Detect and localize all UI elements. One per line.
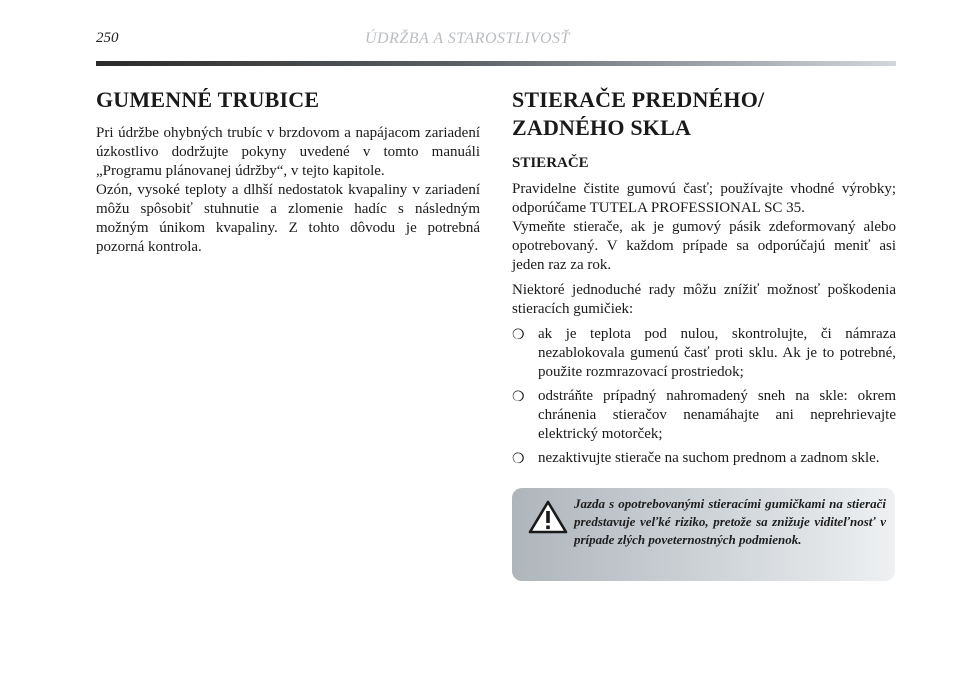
right-column	[512, 86, 896, 473]
paragraph: Pri údržbe ohybných trubíc v brzdovom a napájacom zariadení úzkostlivo dodržujte pokyny uvedené v tomto manuáli „Programu plánovanej údržby“, v tejto kapitole.	[96, 125, 480, 179]
heading-line: STIERAČE PREDNÉHO/	[512, 87, 765, 112]
paragraph: Pravidelne čistite gumovú časť; používajte vhodné výrobky; odporúčame TUTELA PROFESSIONAL SC 35.	[512, 181, 896, 216]
section-heading-wipers	[512, 86, 896, 142]
list-item	[512, 325, 896, 382]
paragraph: Vymeňte stierače, ak je gumový pásik zdeformovaný alebo opotrebovaný. V každom prípade sa odporúčajú meniť asi jeden raz za rok.	[512, 219, 896, 273]
heading-line: ZADNÉHO SKLA	[512, 115, 692, 140]
list-item-text: ak je teplota pod nulou, skontrolujte, či námraza nezablokovala gumenú časť proti sklu. Ak je to potrebné, použite rozmrazovací prostriedok;	[538, 326, 896, 380]
tips-list	[512, 325, 896, 468]
paragraph: Ozón, vysoké teploty a dlhší nedostatok kvapaliny v zariadení môžu spôsobiť stuhnutie a zlomenie hadíc s následným možným únikom kvapaliny. Z tohto dôvodu je potrebná pozorná kontrola.	[96, 182, 480, 255]
left-column	[96, 86, 480, 263]
list-item-text: odstráňte prípadný nahromadený sneh na skle: okrem chránenia stieračov nenamáhajte ani neprehrievajte elektrický motorček;	[538, 388, 896, 442]
list-item-text: nezaktivujte stierače na suchom prednom a zadnom skle.	[538, 450, 880, 466]
paragraph: Niektoré jednoduché rady môžu znížiť možnosť poškodenia stieracích gumičiek:	[512, 282, 896, 317]
running-title: ÚDRŽBA A STAROSTLIVOSŤ	[365, 30, 570, 47]
circle-bullet-icon: ❍	[512, 452, 525, 467]
list-item	[512, 387, 896, 444]
header-rule	[96, 61, 896, 66]
circle-bullet-icon: ❍	[512, 390, 525, 405]
page-number: 250	[96, 30, 119, 46]
subheading-wipers: STIERAČE	[512, 155, 589, 171]
list-item	[512, 449, 896, 468]
warning-text: Jazda s opotrebovanými stieracími gumičkami na stierači predstavuje veľké riziko, pretože sa znižuje viditeľnosť v prípade zlých poveternostných podmienok.	[574, 496, 886, 547]
section-heading-hoses: GUMENNÉ TRUBICE	[96, 87, 320, 112]
circle-bullet-icon: ❍	[512, 328, 525, 343]
warning-box	[512, 488, 895, 581]
